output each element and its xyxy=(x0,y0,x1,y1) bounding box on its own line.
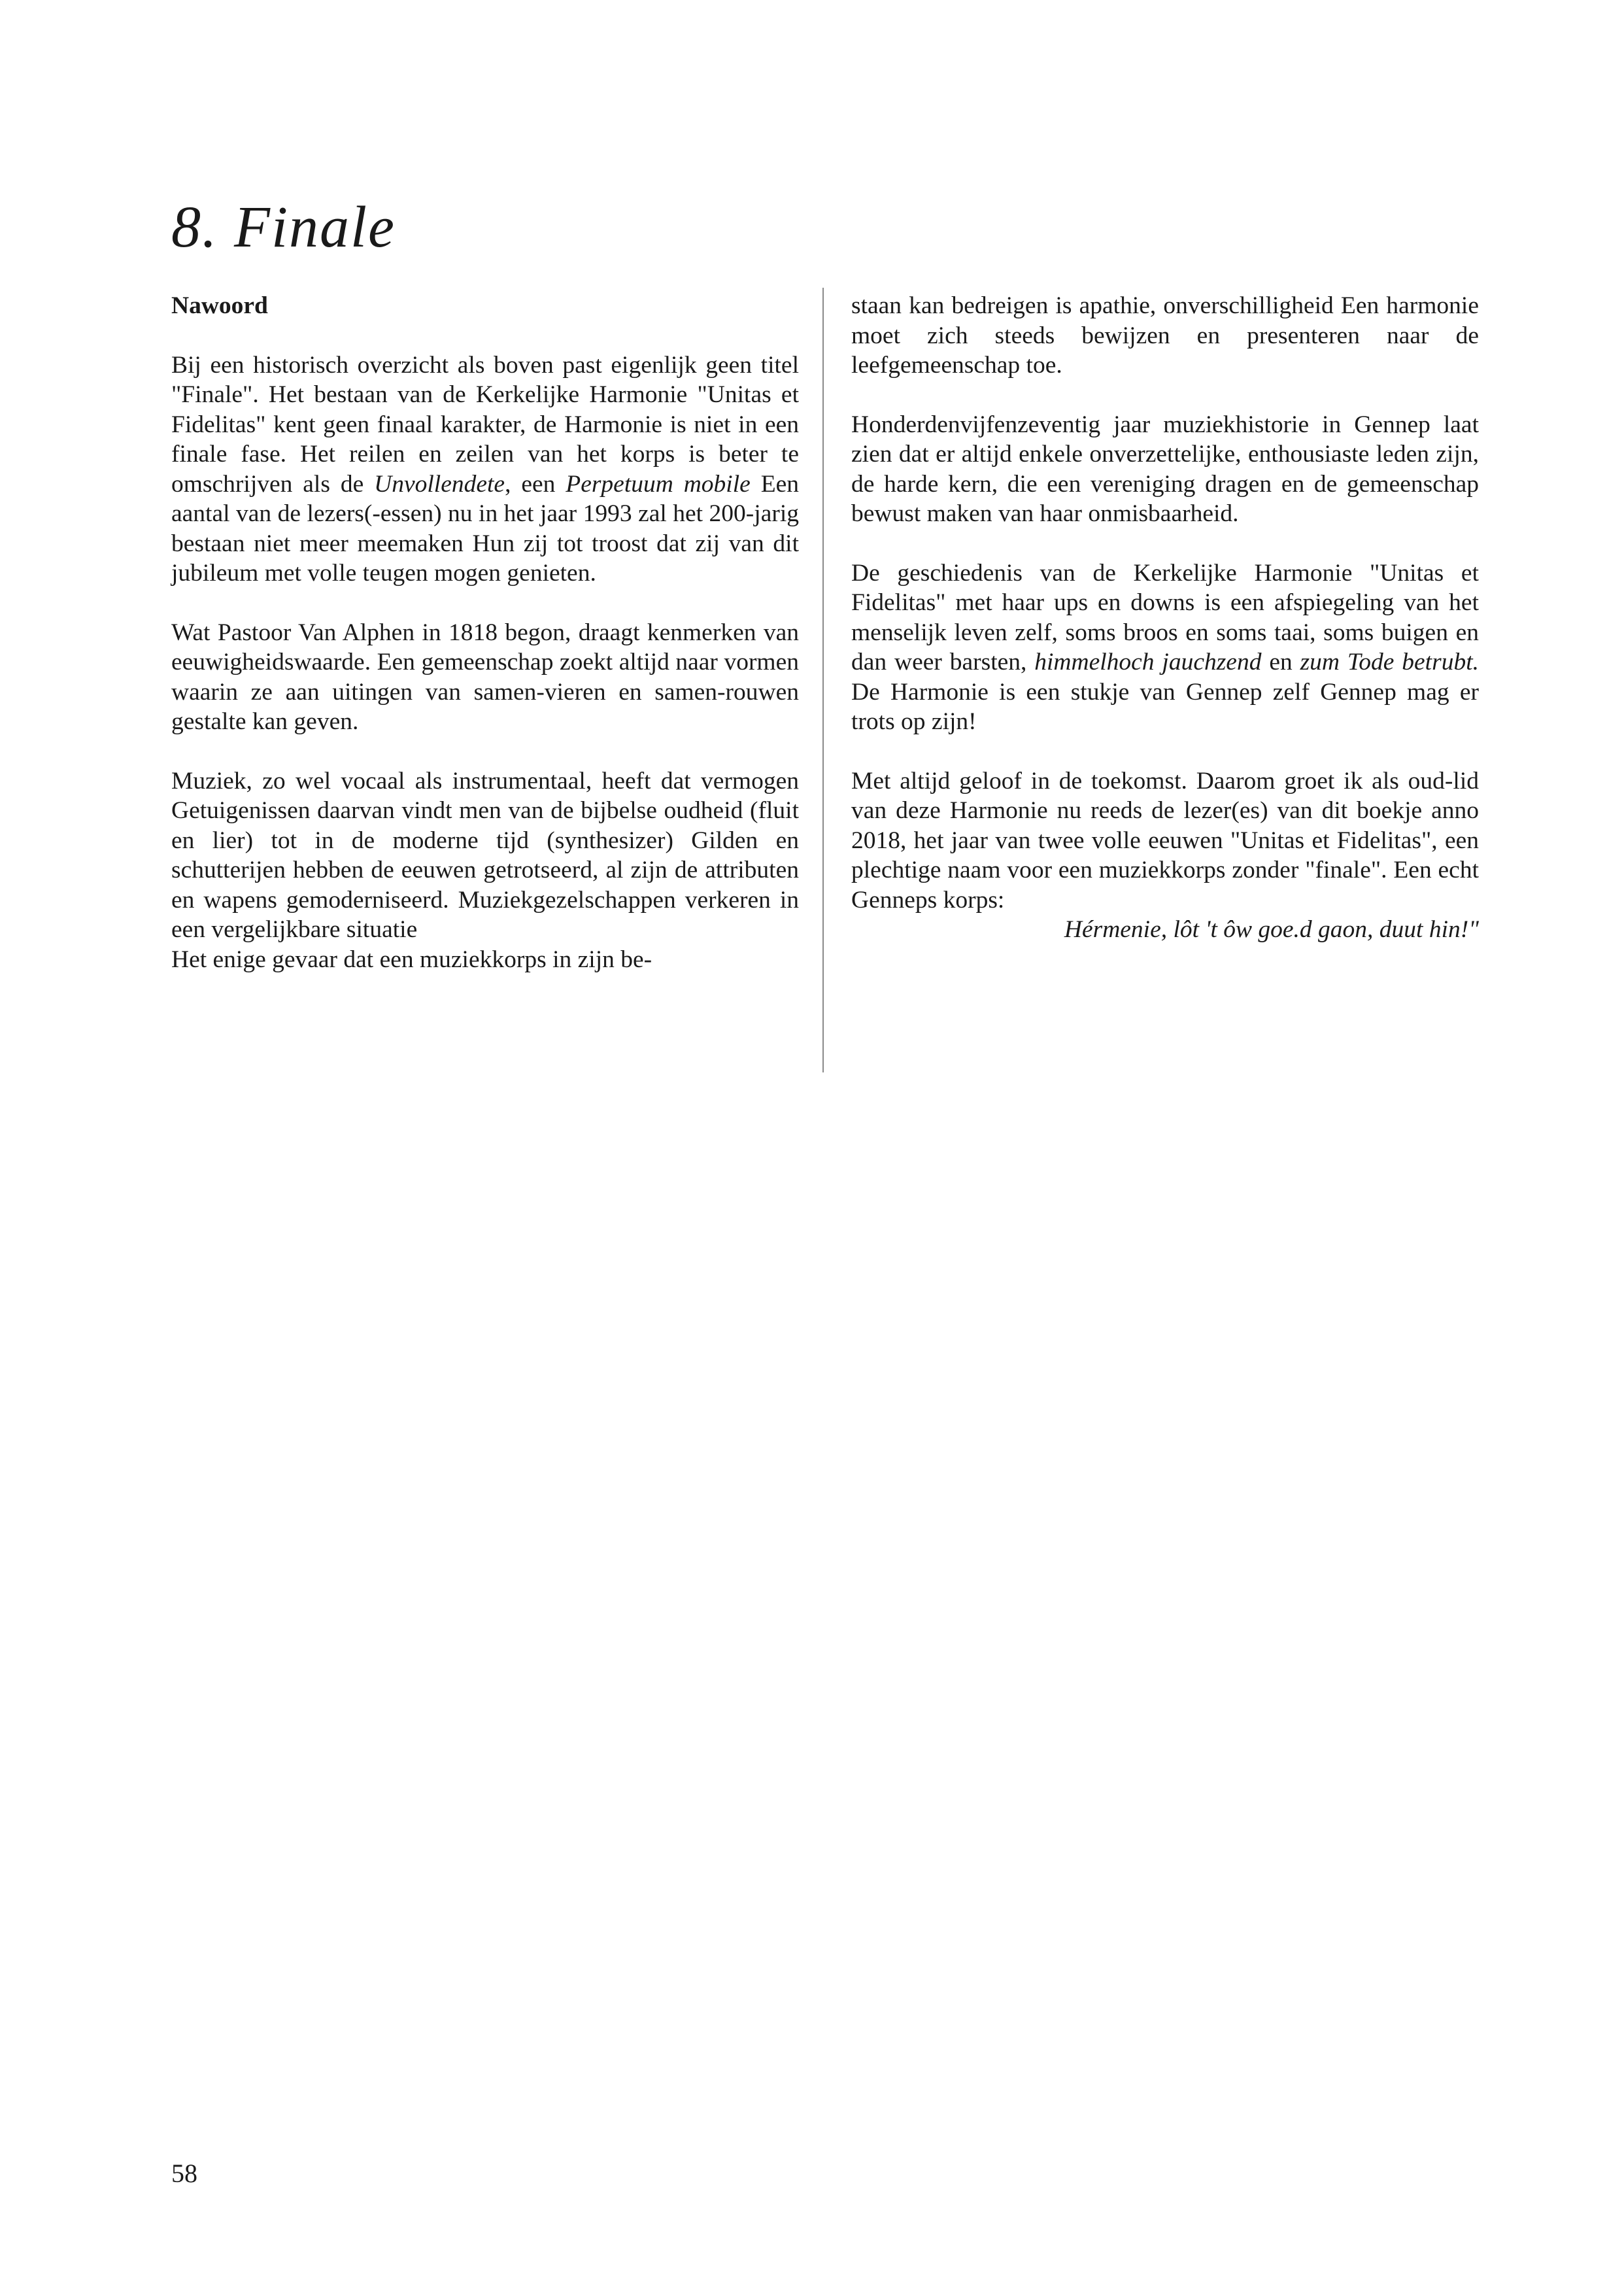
right-column xyxy=(851,291,1479,974)
emphasis-text: himmelhoch jauchzend xyxy=(1034,649,1262,676)
paragraph-text: De geschiedenis van de Kerkelijke Harmonie "Unitas et Fidelitas" met haar ups en downs is een afspiegeling van het menselijk leven zelf, soms broos en soms taai, soms buigen en dan weer barsten, xyxy=(851,559,1479,676)
signoff-quote: Hérmenie, lôt 't ôw goe.d gaon, duut hin!" xyxy=(1064,916,1479,943)
paragraph: staan kan bedreigen is apathie, onverschilligheid Een harmonie moet zich steeds bewijzen en presenteren naar de leefgemeenschap toe. xyxy=(851,292,1479,379)
page-number: 58 xyxy=(171,2159,197,2188)
paragraph-text: en xyxy=(1261,649,1300,676)
left-column xyxy=(171,291,799,974)
emphasis-text: Perpetuum mobile xyxy=(566,470,751,498)
paragraph xyxy=(171,351,799,589)
emphasis-text: Unvollendete xyxy=(374,470,505,498)
paragraph: Wat Pastoor Van Alphen in 1818 begon, draagt kenmerken van eeuwigheidswaarde. Een gemeenschap zoekt altijd naar vormen waarin ze aan uitingen van samen-vieren en samen-rouwen gestalte kan geven. xyxy=(171,619,799,735)
paragraph: Het enige gevaar dat een muziekkorps in zijn be- xyxy=(171,946,652,973)
emphasis-text: zum Tode betrubt. xyxy=(1300,649,1479,676)
paragraph-text: , een xyxy=(505,470,566,498)
paragraph: Met altijd geloof in de toekomst. Daarom groet ik als oud-lid van deze Harmonie nu reeds de lezer(es) van dit boekje anno 2018, het jaar van twee volle eeuwen "Unitas et Fidelitas", een plechtige naam voor een muziekkorps zonder "finale". Een echt Genneps korps: xyxy=(851,767,1479,914)
paragraph xyxy=(851,558,1479,737)
paragraph-text: De Harmonie is een stukje van Gennep zelf Gennep mag er trots op zijn! xyxy=(851,678,1479,735)
paragraph: Honderdenvijfenzeventig jaar muziekhistorie in Gennep laat zien dat er altijd enkele onverzettelijke, enthousiaste leden zijn, de harde kern, die een vereniging dragen en de gemeenschap bewust maken van haar onmisbaarheid. xyxy=(851,411,1479,527)
chapter-title: 8. Finale xyxy=(171,195,396,260)
column-divider xyxy=(822,288,824,1072)
paragraph-text: Bij een historisch overzicht als boven past eigenlijk geen titel "Finale". Het bestaan van de Kerkelijke Harmonie "Unitas et Fidelitas" kent geen finaal karakter, de Harmonie is niet in een finale fase. Het reilen en zeilen van het korps is beter te omschrijven als de xyxy=(171,351,799,498)
paragraph: Muziek, zo wel vocaal als instrumentaal, heeft dat vermogen Getuigenissen daarvan vindt men van de bijbelse oudheid (fluit en lier) tot in de moderne tijd (synthesizer) Gilden en schutterijen hebben de eeuwen getrotseerd, al zijn de attributen en wapens gemoderniseerd. Muziekgezelschappen verkeren in een vergelijkbare situatie xyxy=(171,767,799,943)
paragraph-text: Een aantal van de lezers(-essen) nu in het jaar 1993 zal het 200-jarig bestaan niet meer meemaken Hun zij tot troost dat zij van dit jubileum met volle teugen mogen genieten. xyxy=(171,470,799,587)
section-heading: Nawoord xyxy=(171,292,268,319)
